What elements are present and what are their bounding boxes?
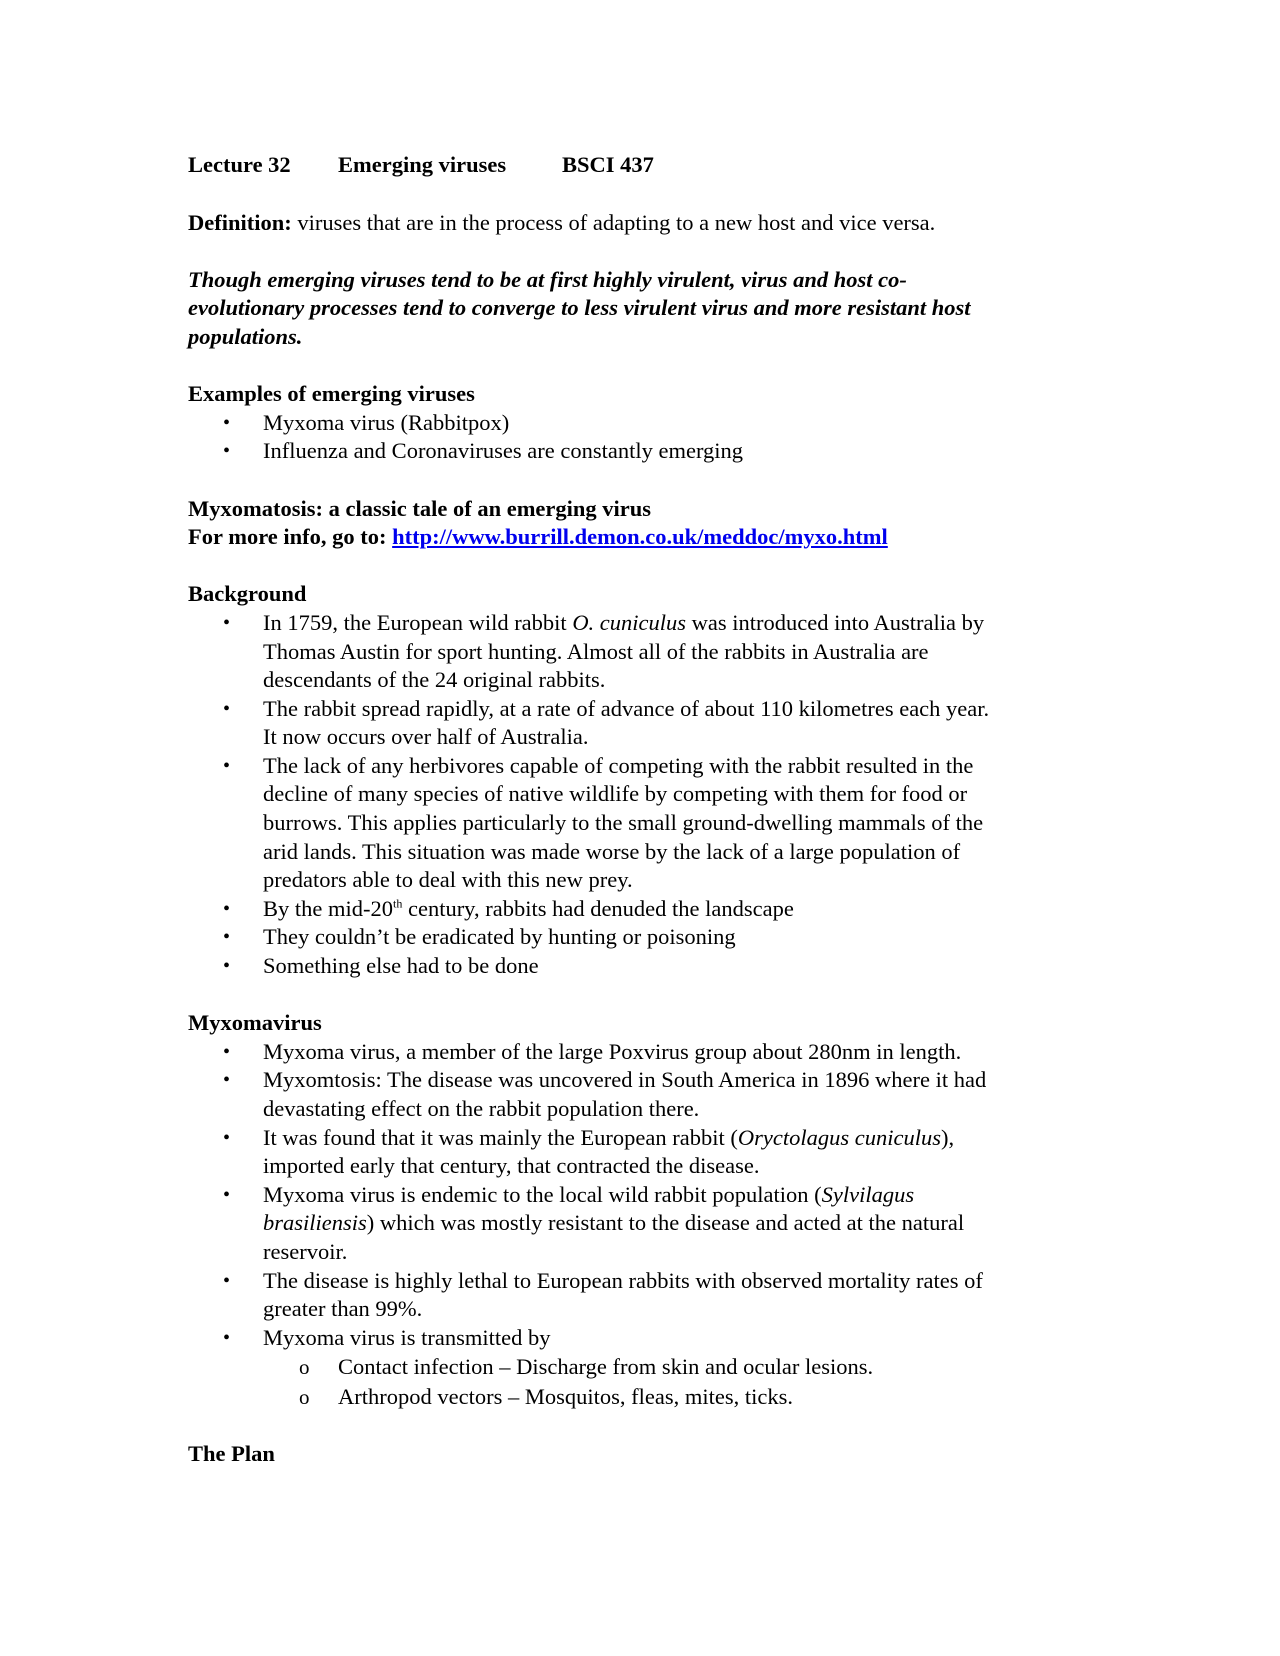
bullet-icon: • bbox=[223, 1326, 231, 1349]
background-heading: Background bbox=[188, 581, 307, 607]
background-list bbox=[188, 609, 1088, 981]
document-body bbox=[188, 151, 1088, 1469]
thesis-statement bbox=[188, 266, 1088, 352]
list-item: • Myxoma virus is endemic to the local wild rabbit population (Sylvilagus brasiliensis) which was mostly resistant to the disease and acted at the natural reservoir. bbox=[223, 1181, 965, 1264]
lecture-topic: Emerging viruses bbox=[338, 152, 507, 177]
myxomatosis-heading: Myxomatosis: a classic tale of an emerging virus bbox=[188, 495, 652, 521]
definition-text: viruses that are in the process of adapting to a new host and vice versa. bbox=[297, 209, 936, 235]
reference-link[interactable]: http://www.burrill.demon.co.uk/meddoc/myxo.html bbox=[392, 524, 888, 550]
list-item: • Myxomtosis: The disease was uncovered in South America in 1896 where it had devastating effect on the rabbit population there. bbox=[223, 1067, 987, 1121]
definition-label: Definition: bbox=[188, 209, 292, 235]
thesis-line: Though emerging viruses tend to be at first highly virulent, virus and host co- bbox=[188, 266, 907, 292]
bullet-icon: • bbox=[223, 411, 231, 434]
definition bbox=[188, 209, 1088, 238]
bullet-icon: • bbox=[223, 1069, 231, 1092]
lecture-number: Lecture 32 bbox=[188, 152, 291, 177]
list-item: • They couldn’t be eradicated by hunting or poisoning bbox=[188, 923, 1088, 952]
bullet-icon: • bbox=[223, 1183, 231, 1206]
bullet-icon: • bbox=[223, 1040, 231, 1063]
thesis-line: populations. bbox=[188, 323, 303, 349]
examples-heading: Examples of emerging viruses bbox=[188, 381, 475, 407]
species-name: Oryctolagus cuniculus bbox=[737, 1124, 941, 1150]
species-name: brasiliensis bbox=[263, 1210, 367, 1236]
bullet-icon: • bbox=[223, 897, 231, 920]
examples-list bbox=[188, 409, 1088, 466]
list-item: • In 1759, the European wild rabbit O. cuniculus was introduced into Australia by Thomas Austin for sport hunting. Almost all of the rabbits in Australia are descendants of the 24 original rabbits. bbox=[223, 609, 985, 693]
bullet-icon: • bbox=[223, 697, 231, 720]
more-info-label: For more info, go to: bbox=[188, 524, 387, 550]
sub-list-item: o Arthropod vectors – Mosquitos, fleas, mites, ticks. bbox=[188, 1383, 1088, 1412]
list-item: • Myxoma virus is transmitted by bbox=[188, 1324, 1088, 1353]
species-name: Sylvilagus bbox=[821, 1181, 915, 1207]
bullet-icon: • bbox=[223, 955, 231, 978]
list-item: • Myxoma virus, a member of the large Poxvirus group about 280nm in length. bbox=[188, 1038, 1088, 1067]
bullet-icon: • bbox=[223, 926, 231, 949]
list-item: • Something else had to be done bbox=[188, 952, 1088, 981]
bullet-icon: • bbox=[223, 754, 231, 777]
list-item: • The lack of any herbivores capable of competing with the rabbit resulted in the decline of many species of native wildlife by competing with them for food or burrows. This applies particularly to the small ground-dwelling mammals of the arid lands. This situation was made worse by the lack of a large population of predators able to deal with this new prey. bbox=[223, 752, 984, 893]
circle-bullet-icon: o bbox=[299, 1355, 310, 1380]
lecture-header bbox=[188, 151, 1088, 180]
list-item: • Influenza and Coronaviruses are constantly emerging bbox=[188, 437, 1088, 466]
list-item: • By the mid-20th century, rabbits had denuded the landscape bbox=[188, 895, 1088, 924]
myxomavirus-heading: Myxomavirus bbox=[188, 1010, 322, 1036]
myxomavirus-list bbox=[188, 1038, 1088, 1412]
list-item: • The rabbit spread rapidly, at a rate of advance of about 110 kilometres each year. It now occurs over half of Australia. bbox=[223, 695, 990, 750]
species-name: O. cuniculus bbox=[572, 609, 687, 635]
list-item: • The disease is highly lethal to European rabbits with observed mortality rates of greater than 99%. bbox=[223, 1267, 983, 1322]
course-code: BSCI 437 bbox=[562, 152, 654, 177]
list-item: • Myxoma virus (Rabbitpox) bbox=[188, 409, 1088, 438]
bullet-icon: • bbox=[223, 1269, 231, 1292]
bullet-icon: • bbox=[223, 611, 231, 634]
thesis-line: evolutionary processes tend to converge to less virulent virus and more resistant host bbox=[188, 295, 971, 321]
more-info-line bbox=[188, 523, 1088, 552]
plan-heading: The Plan bbox=[188, 1441, 275, 1467]
bullet-icon: • bbox=[223, 1126, 231, 1149]
bullet-icon: • bbox=[223, 440, 231, 463]
sub-list-item: o Contact infection – Discharge from skin and ocular lesions. bbox=[188, 1353, 1088, 1382]
list-item: • It was found that it was mainly the European rabbit (Oryctolagus cuniculus), imported early that century, that contracted the disease. bbox=[223, 1124, 955, 1179]
circle-bullet-icon: o bbox=[299, 1384, 310, 1409]
